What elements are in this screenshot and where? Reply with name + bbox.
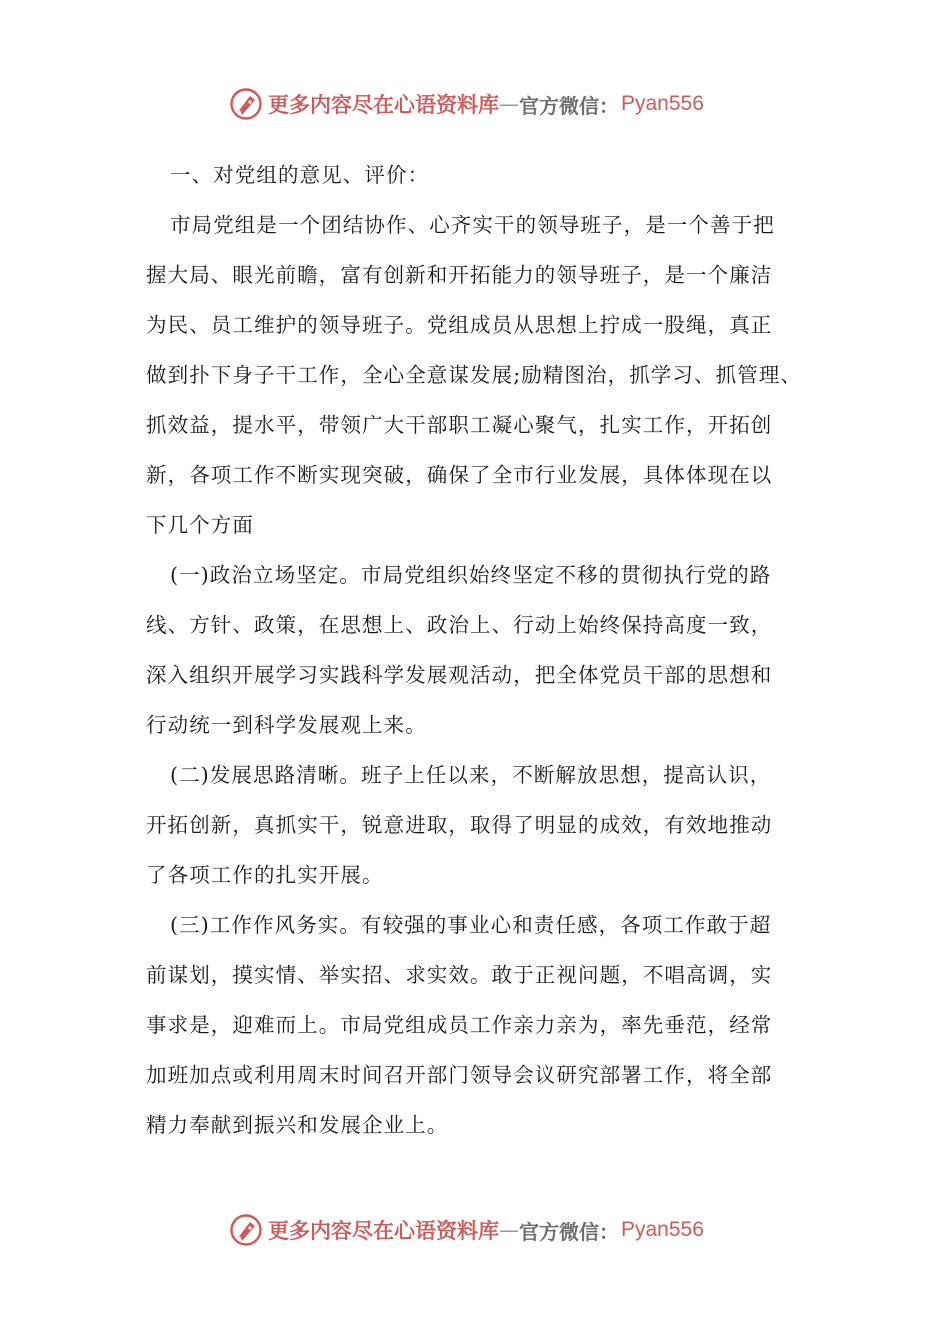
pen-nib-logo-icon (228, 86, 264, 122)
pen-nib-logo-icon (228, 1212, 264, 1248)
paragraph-line: 加班加点或利用周末时间召开部门领导会议研究部署工作，将全部 (146, 1063, 773, 1087)
paragraph-1 (146, 200, 826, 550)
paragraph-line: 精力奉献到振兴和发展企业上。 (146, 1113, 449, 1137)
paragraph-line: 开拓创新，真抓实干，锐意进取，取得了明显的成效，有效地推动 (146, 813, 773, 837)
paragraph-line: 为民、员工维护的领导班子。党组成员从思想上拧成一股绳，真正 (146, 313, 773, 337)
paragraph-line: 握大局、眼光前瞻，富有创新和开拓能力的领导班子，是一个廉洁 (146, 263, 773, 287)
banner-dash: — (499, 1218, 519, 1242)
banner-wechat-label: 官方微信： (519, 1219, 619, 1244)
paragraph-line: 了各项工作的扎实开展。 (146, 863, 384, 887)
banner-wechat-id: Pyan556 (621, 92, 704, 115)
paragraph-line: 前谋划，摸实情、举实招、求实效。敢于正视问题，不唱高调，实 (146, 963, 773, 987)
paragraph-line: (三)工作作风务实。有较强的事业心和责任感，各项工作敢于超 (170, 913, 772, 937)
document-body (146, 150, 826, 1150)
banner-wechat-label: 官方微信： (519, 93, 619, 118)
paragraph-line: 市局党组是一个团结协作、心齐实干的领导班子，是一个善于把 (170, 213, 775, 237)
paragraph-4 (146, 900, 826, 1150)
paragraph-line: 事求是，迎难而上。市局党组成员工作亲力亲为，率先垂范，经常 (146, 1013, 773, 1037)
paragraph-line: 下几个方面 (146, 513, 254, 537)
paragraph-line: (二)发展思路清晰。班子上任以来，不断解放思想，提高认识， (170, 763, 772, 787)
section-heading: 一、对党组的意见、评价： (170, 163, 430, 187)
header-banner (228, 84, 748, 124)
paragraph-line: 线、方针、政策，在思想上、政治上、行动上始终保持高度一致， (146, 613, 773, 637)
paragraph-3 (146, 750, 826, 900)
banner-brand-text: 更多内容尽在心语资料库 (268, 92, 499, 117)
footer-banner (228, 1210, 748, 1250)
paragraph-2 (146, 550, 826, 750)
paragraph-line: 新，各项工作不断实现突破，确保了全市行业发展，具体体现在以 (146, 463, 773, 487)
paragraph-line: 抓效益，提水平，带领广大干部职工凝心聚气，扎实工作，开拓创 (146, 413, 773, 437)
paragraph-line: 做到扑下身子干工作，全心全意谋发展;励精图治，抓学习、抓管理、 (146, 363, 803, 387)
banner-dash: — (499, 92, 519, 116)
paragraph-line: 行动统一到科学发展观上来。 (146, 713, 427, 737)
paragraph-line: (一)政治立场坚定。市局党组织始终坚定不移的贯彻执行党的路 (170, 563, 772, 587)
banner-brand-text: 更多内容尽在心语资料库 (268, 1218, 499, 1243)
paragraph-line: 深入组织开展学习实践科学发展观活动，把全体党员干部的思想和 (146, 663, 773, 687)
banner-wechat-id: Pyan556 (621, 1218, 704, 1241)
